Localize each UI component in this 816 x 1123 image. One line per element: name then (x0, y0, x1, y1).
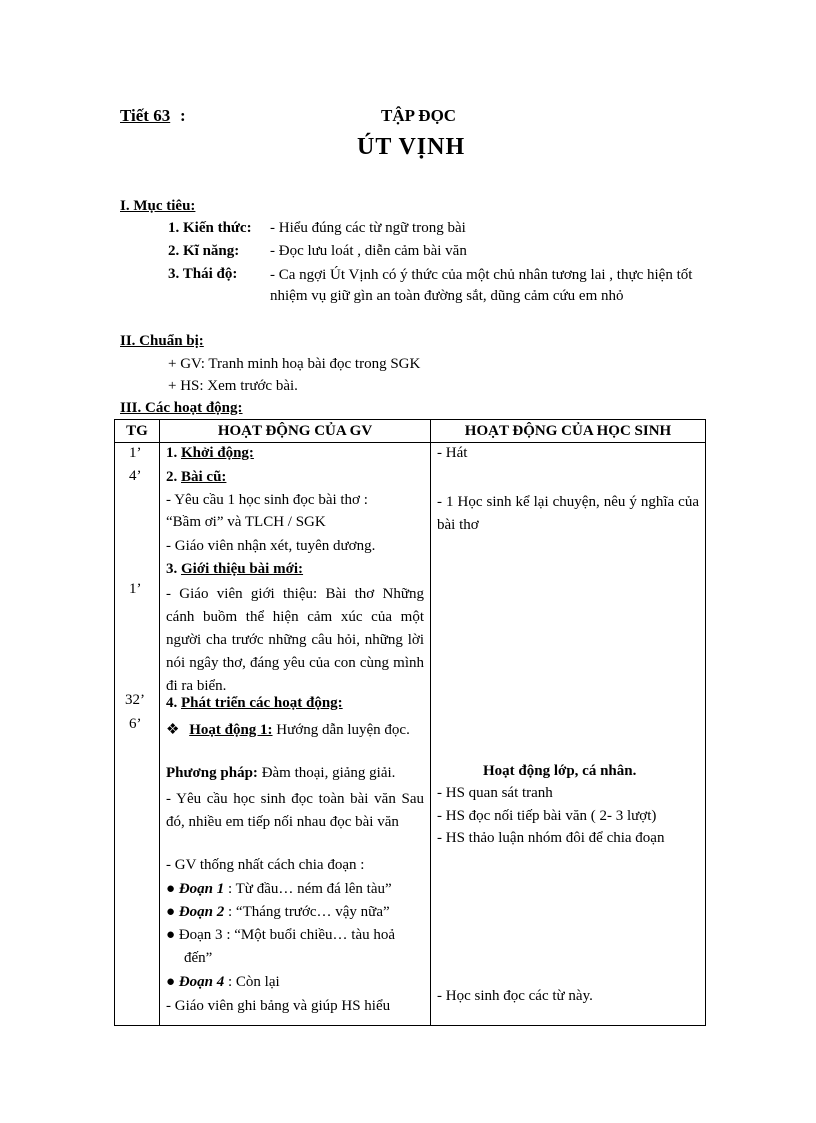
objective-label-attitude: 3. Thái độ: (168, 266, 238, 282)
bullet-icon: ● (166, 904, 176, 920)
paragraph-4-text: : Còn lại (228, 974, 280, 990)
section-review-number: 2. (166, 469, 178, 485)
paragraph-3 (166, 927, 395, 944)
review-line-1: - Yêu cầu 1 học sinh đọc bài thơ : (166, 492, 368, 508)
lesson-colon: : (180, 106, 186, 125)
section-intro (166, 561, 303, 578)
preparation-student: + HS: Xem trước bài. (168, 378, 298, 394)
paragraph-1-text: : Từ đầu… ném đá lên tàu” (228, 881, 392, 897)
activities-table (114, 419, 706, 1026)
section-develop-number: 4. (166, 695, 178, 711)
section-warmup-title: Khởi động: (181, 445, 254, 461)
section-develop-title: Phát triển các hoạt động: (181, 695, 343, 711)
objective-text-attitude: - Ca ngợi Út Vịnh có ý thức của một chủ nhân tương lai , thực hiện tốt nhiệm vụ giữ gìn an toàn đường sắt, dũng cảm cứu em nhỏ (270, 267, 693, 304)
time-1: 1’ (129, 445, 142, 461)
section-intro-number: 3. (166, 561, 178, 577)
activities-heading: III. Các hoạt động: (120, 400, 243, 416)
section-warmup (166, 445, 254, 462)
divide-instruction: - GV thống nhất cách chia đoạn : (166, 857, 365, 873)
student-line-3: - HS quan sát tranh (437, 785, 553, 801)
bullet-icon: ● (166, 927, 176, 943)
bullet-icon: ● (166, 881, 176, 897)
section-intro-title: Giới thiệu bài mới: (181, 561, 304, 577)
section-review (166, 469, 226, 486)
method (166, 765, 395, 782)
lesson-number: Tiết 63 (120, 106, 171, 125)
objective-text-skill: - Đọc lưu loát , diễn cảm bài văn (270, 243, 467, 259)
student-column (431, 443, 706, 1026)
objective-label-skill: 2. Kĩ năng: (168, 243, 240, 259)
column-header-time: TG (115, 420, 160, 443)
objective-label-knowledge: 1. Kiến thức: (168, 220, 252, 236)
paragraph-2-label: Đoạn 2 (178, 904, 225, 920)
section-warmup-number: 1. (166, 445, 178, 461)
student-line-5: - HS thảo luận nhóm đôi để chia đoạn (437, 830, 665, 846)
paragraph-2 (166, 904, 390, 921)
objective-text-knowledge: - Hiểu đúng các từ ngữ trong bài (270, 220, 466, 236)
student-line-1: - Hát (437, 445, 468, 461)
activity-1 (166, 719, 424, 742)
preparation-heading: II. Chuẩn bị: (120, 333, 204, 349)
time-4: 32’ (125, 692, 145, 708)
review-line-3: - Giáo viên nhận xét, tuyên dương. (166, 538, 376, 554)
column-header-student: HOẠT ĐỘNG CỦA HỌC SINH (431, 420, 706, 443)
paragraph-4-label: Đoạn 4 (178, 974, 225, 990)
activity-1-text: Hướng dẫn luyện đọc. (276, 722, 410, 738)
page-title: ÚT VỊNH (357, 134, 466, 160)
teacher-last-line: - Giáo viên ghi bảng và giúp HS hiểu (166, 998, 391, 1014)
section-develop (166, 695, 343, 712)
student-line-6: - Học sinh đọc các từ này. (437, 988, 593, 1004)
paragraph-2-text: : “Tháng trước… vậy nữa” (228, 904, 390, 920)
activity-1-label: Hoạt động 1: (189, 722, 273, 738)
paragraph-3-label: Đoạn 3 (178, 927, 223, 943)
method-label: Phương pháp: (166, 765, 258, 781)
objectives-heading: I. Mục tiêu: (120, 198, 196, 214)
subject-heading: TẬP ĐỌC (381, 106, 457, 125)
bullet-icon: ● (166, 974, 176, 990)
time-3: 1’ (129, 581, 142, 597)
section-review-title: Bài cũ: (181, 469, 227, 485)
paragraph-3-text: : “Một buổi chiều… tàu hoả (226, 927, 396, 943)
time-5: 6’ (129, 716, 142, 732)
preparation-teacher: + GV: Tranh minh hoạ bài đọc trong SGK (168, 356, 421, 372)
review-line-2: “Bầm ơi” và TLCH / SGK (166, 514, 326, 530)
diamond-bullet-icon: ❖ (166, 722, 180, 738)
teacher-column (160, 443, 431, 1026)
student-line-4: - HS đọc nối tiếp bài văn ( 2- 3 lượt) (437, 808, 657, 824)
time-2: 4’ (129, 468, 142, 484)
reading-instruction: - Yêu cầu học sinh đọc toàn bài văn Sau đó, nhiều em tiếp nối nhau đọc bài văn (166, 791, 424, 830)
paragraph-1-label: Đoạn 1 (178, 881, 225, 897)
paragraph-4 (166, 974, 280, 991)
method-text: Đàm thoại, giảng giải. (261, 765, 396, 781)
student-mode: Hoạt động lớp, cá nhân. (483, 763, 637, 779)
paragraph-1 (166, 881, 392, 898)
student-line-2: - 1 Học sinh kể lại chuyện, nêu ý nghĩa của bài thơ (437, 494, 699, 533)
intro-text: - Giáo viên giới thiệu: Bài thơ Những cánh buồm thể hiện cảm xúc của một người cha trước những câu hỏi, những lời nói ngây thơ, đáng yêu của con cùng mình đi ra biển. (166, 586, 424, 694)
column-header-teacher: HOẠT ĐỘNG CỦA GV (160, 420, 431, 443)
paragraph-3-continued: đến” (184, 950, 213, 966)
time-column (115, 443, 160, 1026)
